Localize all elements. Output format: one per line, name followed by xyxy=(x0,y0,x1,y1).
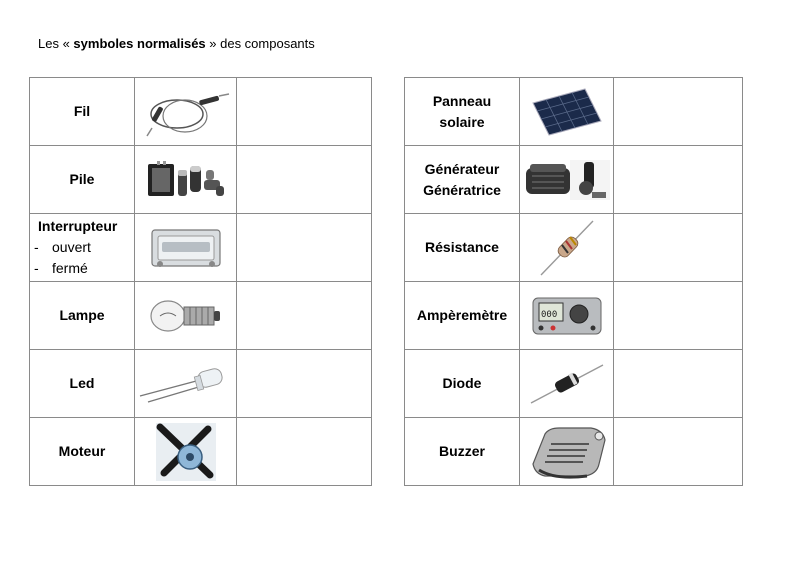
component-name-main: Interrupteur xyxy=(38,218,118,234)
symbol-cell[interactable] xyxy=(237,282,372,350)
motor-icon xyxy=(156,423,216,481)
component-photo xyxy=(520,418,614,486)
component-photo xyxy=(135,78,237,146)
lamp-icon xyxy=(148,296,224,336)
switch-icon xyxy=(148,224,224,272)
table-row xyxy=(405,214,743,282)
table-row xyxy=(405,78,743,146)
component-name: Pile xyxy=(30,146,135,214)
component-photo xyxy=(135,350,237,418)
component-name: Résistance xyxy=(405,214,520,282)
table-row xyxy=(405,350,743,418)
battery-icon xyxy=(146,160,226,200)
component-photo xyxy=(135,146,237,214)
component-name: Panneau solaire xyxy=(405,78,520,146)
diode-icon xyxy=(529,359,605,409)
component-name: Générateur Génératrice xyxy=(405,146,520,214)
component-name: Ampèremètre xyxy=(405,282,520,350)
wire-icon xyxy=(141,84,231,140)
component-photo xyxy=(520,350,614,418)
component-photo xyxy=(520,78,614,146)
table-row xyxy=(405,282,743,350)
symbol-cell[interactable] xyxy=(614,146,743,214)
list-item: - fermé xyxy=(38,258,134,279)
component-photo xyxy=(135,282,237,350)
switch-states xyxy=(38,237,134,279)
table-row xyxy=(30,282,372,350)
component-name: Lampe xyxy=(30,282,135,350)
symbol-cell[interactable] xyxy=(237,214,372,282)
table-row xyxy=(30,214,372,282)
page-title: Les « symboles normalisés » des composants xyxy=(38,36,315,51)
ammeter-icon xyxy=(531,296,603,336)
component-name: Led xyxy=(30,350,135,418)
component-photo xyxy=(135,418,237,486)
components-table-left xyxy=(29,77,372,486)
component-name xyxy=(30,214,135,282)
components-table-right xyxy=(404,77,743,486)
symbol-cell[interactable] xyxy=(237,146,372,214)
solar-panel-icon xyxy=(529,87,605,137)
component-photo xyxy=(135,214,237,282)
symbol-cell[interactable] xyxy=(614,418,743,486)
component-name: Fil xyxy=(30,78,135,146)
component-name: Moteur xyxy=(30,418,135,486)
component-name: Diode xyxy=(405,350,520,418)
led-icon xyxy=(138,362,234,406)
symbol-cell[interactable] xyxy=(237,418,372,486)
table-row xyxy=(405,418,743,486)
resistor-icon xyxy=(537,217,597,279)
component-name: Buzzer xyxy=(405,418,520,486)
symbol-cell[interactable] xyxy=(614,78,743,146)
symbol-cell[interactable] xyxy=(614,214,743,282)
component-photo xyxy=(520,214,614,282)
svg-text:000: 000 xyxy=(540,309,557,320)
symbol-cell[interactable] xyxy=(237,78,372,146)
list-item: - ouvert xyxy=(38,237,134,258)
generator-icon xyxy=(524,158,610,202)
table-row xyxy=(30,418,372,486)
table-row xyxy=(30,146,372,214)
component-photo xyxy=(520,282,614,350)
table-row xyxy=(405,146,743,214)
symbol-cell[interactable] xyxy=(237,350,372,418)
symbol-cell[interactable] xyxy=(614,350,743,418)
buzzer-icon xyxy=(525,424,609,480)
table-row xyxy=(30,78,372,146)
symbol-cell[interactable] xyxy=(614,282,743,350)
component-photo xyxy=(520,146,614,214)
table-row xyxy=(30,350,372,418)
